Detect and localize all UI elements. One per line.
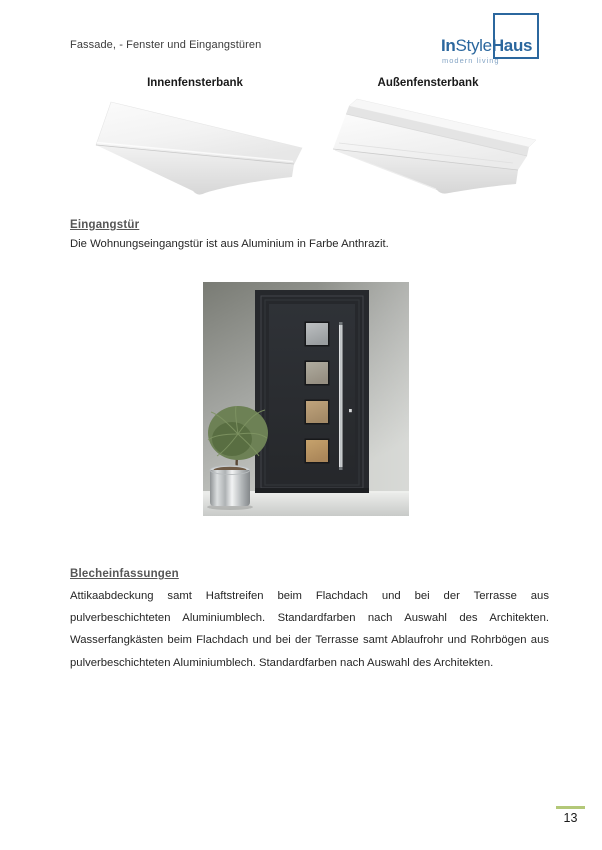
aussenfensterbank-image (333, 94, 545, 206)
innenfensterbank-image (95, 98, 305, 204)
logo-tagline: modern living (442, 56, 500, 65)
door-threshold (255, 488, 369, 493)
door-lock-cylinder (349, 409, 352, 412)
instylehaus-logo (441, 10, 547, 66)
section-heading-blecheinfassungen: Blecheinfassungen (70, 568, 179, 580)
innenfensterbank-label: Innenfensterbank (147, 77, 243, 89)
footer-accent-rule (556, 806, 585, 809)
header-title: Fassade, - Fenster und Eingangstüren (70, 39, 262, 51)
section-heading-eingangstuer: Eingangstür (70, 219, 140, 231)
door-image (203, 282, 409, 516)
logo-part-in: In (441, 36, 456, 55)
blecheinfassungen-body-text: Attikaabdeckung samt Haftstreifen beim Flachdach und bei der Terrasse aus pulverbeschichteten Aluminiumblech. Standardfarben nach Auswahl des Architekten. Wasserfangkästen beim Flachdach und bei der Terrasse samt Ablaufrohr und Rohrbögen aus pulverbeschichteten Aluminiumblech. Standardfarben nach Auswahl des Architekten. (70, 590, 549, 669)
glass-pane-3 (306, 401, 328, 423)
door-handle-cap-top (339, 322, 343, 325)
aussenfensterbank-label: Außenfensterbank (377, 77, 479, 89)
logo-wordmark (441, 36, 532, 56)
page-number: 13 (563, 811, 578, 825)
eingangstuer-body-text: Die Wohnungseingangstür ist aus Aluminium in Farbe Anthrazit. (70, 238, 389, 250)
door-handle-cap-bottom (339, 467, 343, 470)
door-handle-bar (339, 322, 343, 470)
logo-part-style: Style (455, 36, 492, 55)
glass-pane-4 (306, 440, 328, 462)
glass-pane-1 (306, 323, 328, 345)
glass-pane-2 (306, 362, 328, 384)
plant-pot (210, 470, 250, 506)
logo-part-haus: Haus (491, 36, 533, 55)
